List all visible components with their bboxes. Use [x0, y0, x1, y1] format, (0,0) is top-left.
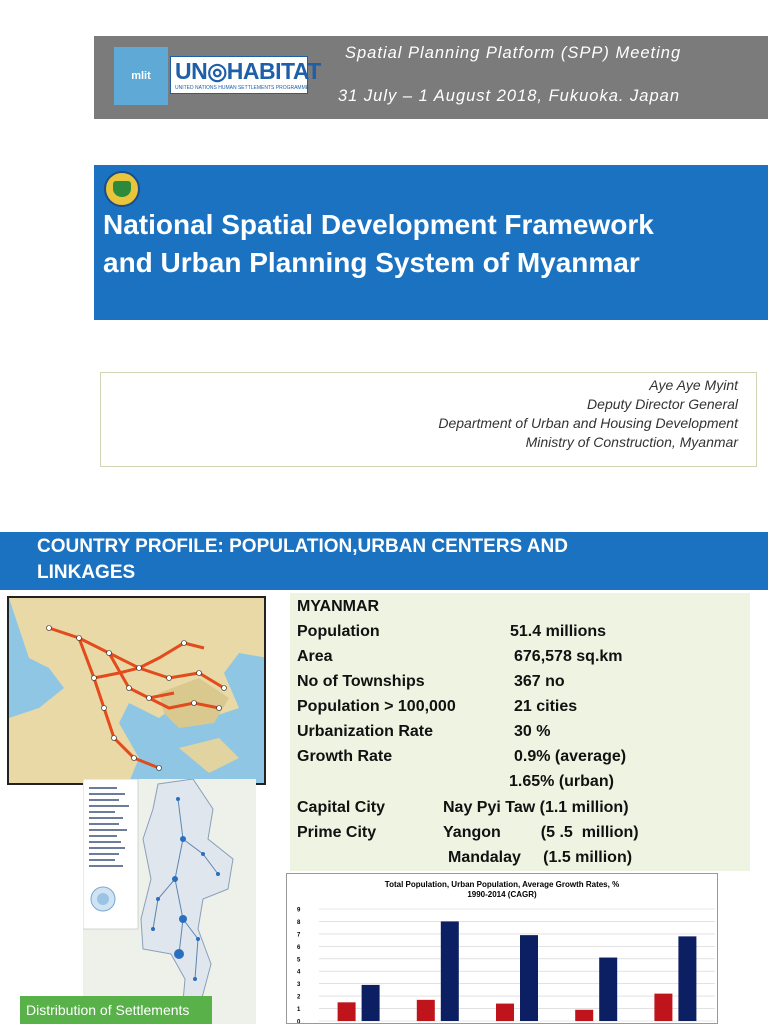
chart-y-tick-label: 4	[297, 969, 301, 976]
chart-bar-series-2	[599, 958, 617, 1021]
chart-bar-series-1	[338, 1002, 356, 1021]
chart-bar-series-1	[575, 1010, 593, 1021]
presentation-title	[103, 206, 763, 282]
chart-bar-series-1	[417, 1000, 435, 1021]
chart-y-tick-label: 2	[297, 994, 301, 1001]
chart-bar-series-2	[520, 935, 538, 1021]
chart-title: Total Population, Urban Population, Average Growth Rates, %	[384, 880, 620, 889]
growth-value-average: 0.9% (average)	[514, 748, 627, 765]
settlement-distribution-map	[83, 779, 256, 1024]
map-caption: Distribution of Settlements	[20, 996, 212, 1024]
unhabitat-logo-subtext: UNITED NATIONS HUMAN SETTLEMENTS PROGRAMME	[175, 85, 310, 91]
chart-bar-series-1	[654, 994, 672, 1021]
title-line-2: and Urban Planning System of Myanmar	[103, 247, 640, 278]
area-label: Area	[297, 648, 333, 665]
urbanization-label: Urbanization Rate	[297, 723, 434, 740]
population-value: 51.4 millions	[510, 623, 607, 640]
growth-rate-chart	[286, 873, 718, 1024]
chart-y-tick-label: 5	[297, 957, 301, 964]
growth-label: Growth Rate	[297, 748, 393, 765]
profile-title-line-1: COUNTRY PROFILE: POPULATION,URBAN CENTERS AND	[37, 536, 568, 557]
author-position: Deputy Director General	[587, 396, 738, 412]
author-name: Aye Aye Myint	[649, 377, 738, 393]
chart-svg	[287, 874, 717, 1023]
pop100k-value: 21 cities	[514, 698, 578, 715]
chart-bar-series-2	[362, 985, 380, 1021]
chart-y-tick-label: 3	[297, 982, 301, 989]
meeting-title: Spatial Planning Platform (SPP) Meeting	[345, 44, 682, 62]
growth-value-urban: 1.65% (urban)	[509, 773, 614, 790]
chart-y-tick-label: 0	[297, 1019, 301, 1023]
chart-bar-series-2	[441, 921, 459, 1021]
myanmar-emblem-icon	[104, 171, 140, 207]
regional-linkage-map	[7, 596, 266, 785]
urbanization-value: 30 %	[514, 723, 551, 740]
pop100k-label: Population > 100,000	[297, 698, 456, 715]
title-line-1: National Spatial Development Framework	[103, 209, 654, 240]
mlit-logo	[114, 47, 168, 105]
author-department: Department of Urban and Housing Development	[438, 415, 738, 431]
prime-value-mandalay: Mandalay (1.5 million)	[448, 849, 633, 866]
stats-panel	[290, 593, 750, 871]
chart-subtitle: 1990-2014 (CAGR)	[467, 890, 537, 899]
profile-title	[37, 534, 737, 586]
profile-title-line-2: LINKAGES	[37, 562, 136, 583]
capital-label: Capital City	[297, 799, 386, 816]
chart-y-tick-label: 9	[297, 907, 301, 914]
capital-value: Nay Pyi Taw (1.1 million)	[443, 799, 629, 816]
mlit-logo-text: mlit	[131, 70, 151, 82]
unhabitat-logo-text: UN◎HABITAT	[175, 58, 321, 84]
chart-y-tick-label: 6	[297, 944, 301, 951]
chart-y-tick-label: 7	[297, 932, 301, 939]
chart-bar-series-1	[496, 1004, 514, 1021]
townships-label: No of Townships	[297, 673, 425, 690]
townships-value: 367 no	[514, 673, 565, 690]
regional-map-graphic	[9, 598, 266, 785]
population-label: Population	[297, 623, 380, 640]
prime-label: Prime City	[297, 824, 377, 841]
chart-y-tick-label: 8	[297, 919, 301, 926]
area-value: 676,578 sq.km	[514, 648, 623, 665]
chart-bar-series-2	[678, 936, 696, 1021]
chart-y-tick-label: 1	[297, 1007, 301, 1014]
author-ministry: Ministry of Construction, Myanmar	[525, 434, 738, 450]
stats-heading: MYANMAR	[297, 598, 380, 615]
prime-value-yangon: Yangon (5 .5 million)	[443, 824, 639, 841]
unhabitat-logo	[170, 56, 321, 94]
meeting-date: 31 July – 1 August 2018, Fukuoka. Japan	[338, 87, 681, 105]
author-box	[100, 372, 757, 467]
myanmar-map-graphic	[83, 779, 256, 1024]
